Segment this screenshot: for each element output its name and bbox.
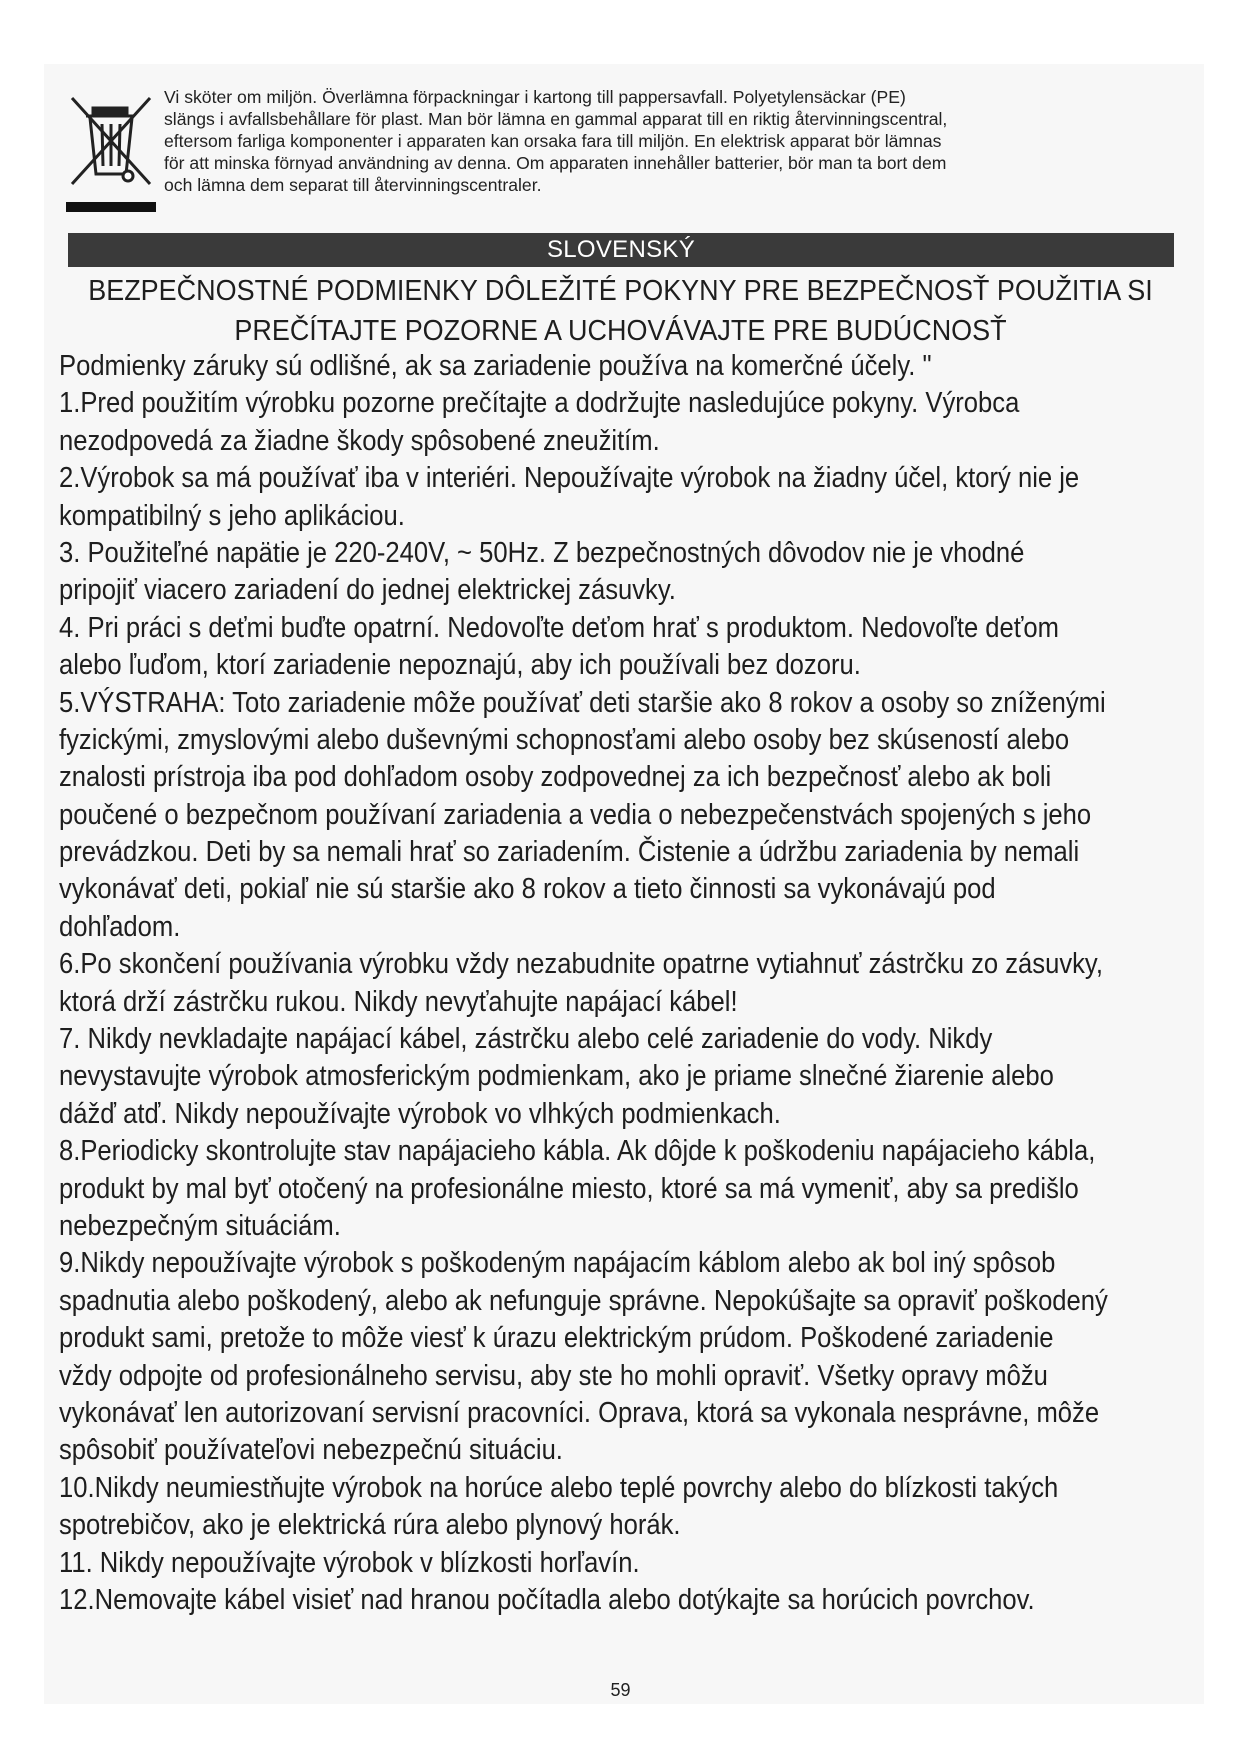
instruction-line: spadnutia alebo poškodený, alebo ak nefunguje správne. Nepokúšajte sa opraviť poškodený xyxy=(59,1284,1108,1317)
instruction-line: 5.VÝSTRAHA: Toto zariadenie môže používať deti staršie ako 8 rokov a osoby so zníženými xyxy=(59,686,1106,719)
environment-line: för att minska förnyad användning av denna. Om apparaten innehåller batterier, bör man ta bort dem xyxy=(164,153,947,173)
instruction-line: 9.Nikdy nepoužívajte výrobok s poškodeným napájacím káblom alebo ak bol iný spôsob xyxy=(59,1247,1056,1280)
instruction-line: poučené o bezpečnom používaní zariadenia a vedia o nebezpečenstvách spojených s jeho xyxy=(59,798,1092,831)
instruction-line: pripojiť viacero zariadení do jednej elektrickej zásuvky. xyxy=(59,574,676,607)
instruction-line: produkt sami, pretože to môže viesť k úrazu elektrickým prúdom. Poškodené zariadenie xyxy=(59,1322,1054,1355)
instruction-line: vykonávať len autorizovaní servisní pracovníci. Oprava, ktorá sa vykonala nesprávne, môže xyxy=(59,1396,1100,1429)
instruction-line: 6.Po skončení používania výrobku vždy nezabudnite opatrne vytiahnuť zástrčku zo zásuvky, xyxy=(59,948,1103,981)
page-number: 59 xyxy=(610,1680,631,1700)
instruction-line: dohľadom. xyxy=(59,910,181,943)
environment-notice xyxy=(66,86,1186,216)
instruction-line: 10.Nikdy neumiestňujte výrobok na horúce alebo teplé povrchy alebo do blízkosti takých xyxy=(59,1471,1059,1504)
instruction-line: 11. Nikdy nepoužívajte výrobok v blízkosti horľavín. xyxy=(59,1546,640,1579)
instruction-line: alebo ľuďom, ktorí zariadenie nepoznajú, aby ich používali bez dozoru. xyxy=(59,649,861,682)
instruction-line: dážď atď. Nikdy nepoužívajte výrobok vo vlhkých podmienkach. xyxy=(59,1097,781,1130)
instruction-line: spotrebičov, ako je elektrická rúra alebo plynový horák. xyxy=(59,1509,681,1542)
instruction-line: spôsobiť používateľovi nebezpečnú situáciu. xyxy=(59,1434,563,1467)
instruction-line: vždy odpojte od profesionálneho servisu, aby ste ho mohli opraviť. Všetky opravy môžu xyxy=(59,1359,1048,1392)
instruction-line: prevádzkou. Deti by sa nemali hrať so zariadením. Čistenie a údržbu zariadenia by nemali xyxy=(59,836,1080,869)
environment-line: slängs i avfallsbehållare för plast. Man bör lämna en gammal apparat till en riktig återvinningscentral, xyxy=(164,109,948,129)
instruction-line: znalosti prístroja iba pod dohľadom osoby zodpovednej za ich bezpečnosť alebo ak boli xyxy=(59,761,1052,794)
environment-line: eftersom farliga komponenter i apparaten kan orsaka fara till miljön. En elektrisk apparat bör lämnas xyxy=(164,131,942,151)
instruction-line: vykonávať deti, pokiaľ nie sú staršie ako 8 rokov a tieto činnosti sa vykonávajú pod xyxy=(59,873,996,906)
instruction-line: nezodpovedá za žiadne škody spôsobené zneužitím. xyxy=(59,424,660,457)
instruction-line: 8.Periodicky skontrolujte stav napájacieho kábla. Ak dôjde k poškodeniu napájacieho kábla, xyxy=(59,1135,1096,1168)
instruction-line: nebezpečným situáciám. xyxy=(59,1209,341,1242)
instruction-line: 4. Pri práci s deťmi buďte opatrní. Nedovoľte deťom hrať s produktom. Nedovoľte deťom xyxy=(59,611,1059,644)
safety-title-line: BEZPEČNOSTNÉ PODMIENKY DÔLEŽITÉ POKYNY PRE BEZPEČNOSŤ POUŽITIA SI xyxy=(88,275,1153,307)
instruction-line: 2.Výrobok sa má používať iba v interiéri. Nepoužívajte výrobok na žiadny účel, ktorý nie je xyxy=(59,462,1080,495)
instruction-line: fyzickými, zmyslovými alebo duševnými schopnosťami alebo osoby bez skúseností alebo xyxy=(59,723,1070,756)
instruction-line: ktorá drží zástrčku rukou. Nikdy nevyťahujte napájací kábel! xyxy=(59,985,738,1018)
instruction-line: kompatibilný s jeho aplikáciou. xyxy=(59,499,405,532)
instruction-line: 7. Nikdy nevkladajte napájací kábel, zástrčku alebo celé zariadenie do vody. Nikdy xyxy=(59,1023,993,1056)
instruction-line: 12.Nemovajte kábel visieť nad hranou počítadla alebo dotýkajte sa horúcich povrchov. xyxy=(59,1583,1035,1616)
safety-title xyxy=(81,271,1161,351)
environment-line: Vi sköter om miljön. Överlämna förpackningar i kartong till pappersavfall. Polyetylensäckar (PE) xyxy=(164,87,906,107)
language-section-header: SLOVENSKÝ xyxy=(68,233,1174,267)
instruction-line: 3. Použiteľné napätie je 220-240V, ~ 50Hz. Z bezpečnostných dôvodov nie je vhodné xyxy=(59,536,1025,569)
instruction-line: 1.Pred použitím výrobku pozorne prečítajte a dodržujte nasledujúce pokyny. Výrobca xyxy=(59,387,1020,420)
instruction-line: produkt by mal byť otočený na profesionálne miesto, ktoré sa má vymeniť, aby sa predišlo xyxy=(59,1172,1079,1205)
instruction-line: Podmienky záruky sú odlišné, ak sa zariadenie používa na komerčné účely. " xyxy=(59,350,932,382)
safety-title-line: PREČÍTAJTE POZORNE A UCHOVÁVAJTE PRE BUDÚCNOSŤ xyxy=(234,315,1007,347)
safety-instructions xyxy=(59,348,1154,1619)
environment-line: och lämna dem separat till återvinningscentraler. xyxy=(164,175,542,195)
environment-notice-text xyxy=(164,86,1184,196)
crossed-out-wheelie-bin-icon xyxy=(66,90,156,212)
instruction-line: nevystavujte výrobok atmosferickým podmienkam, ako je priame slnečné žiarenie alebo xyxy=(59,1060,1054,1093)
